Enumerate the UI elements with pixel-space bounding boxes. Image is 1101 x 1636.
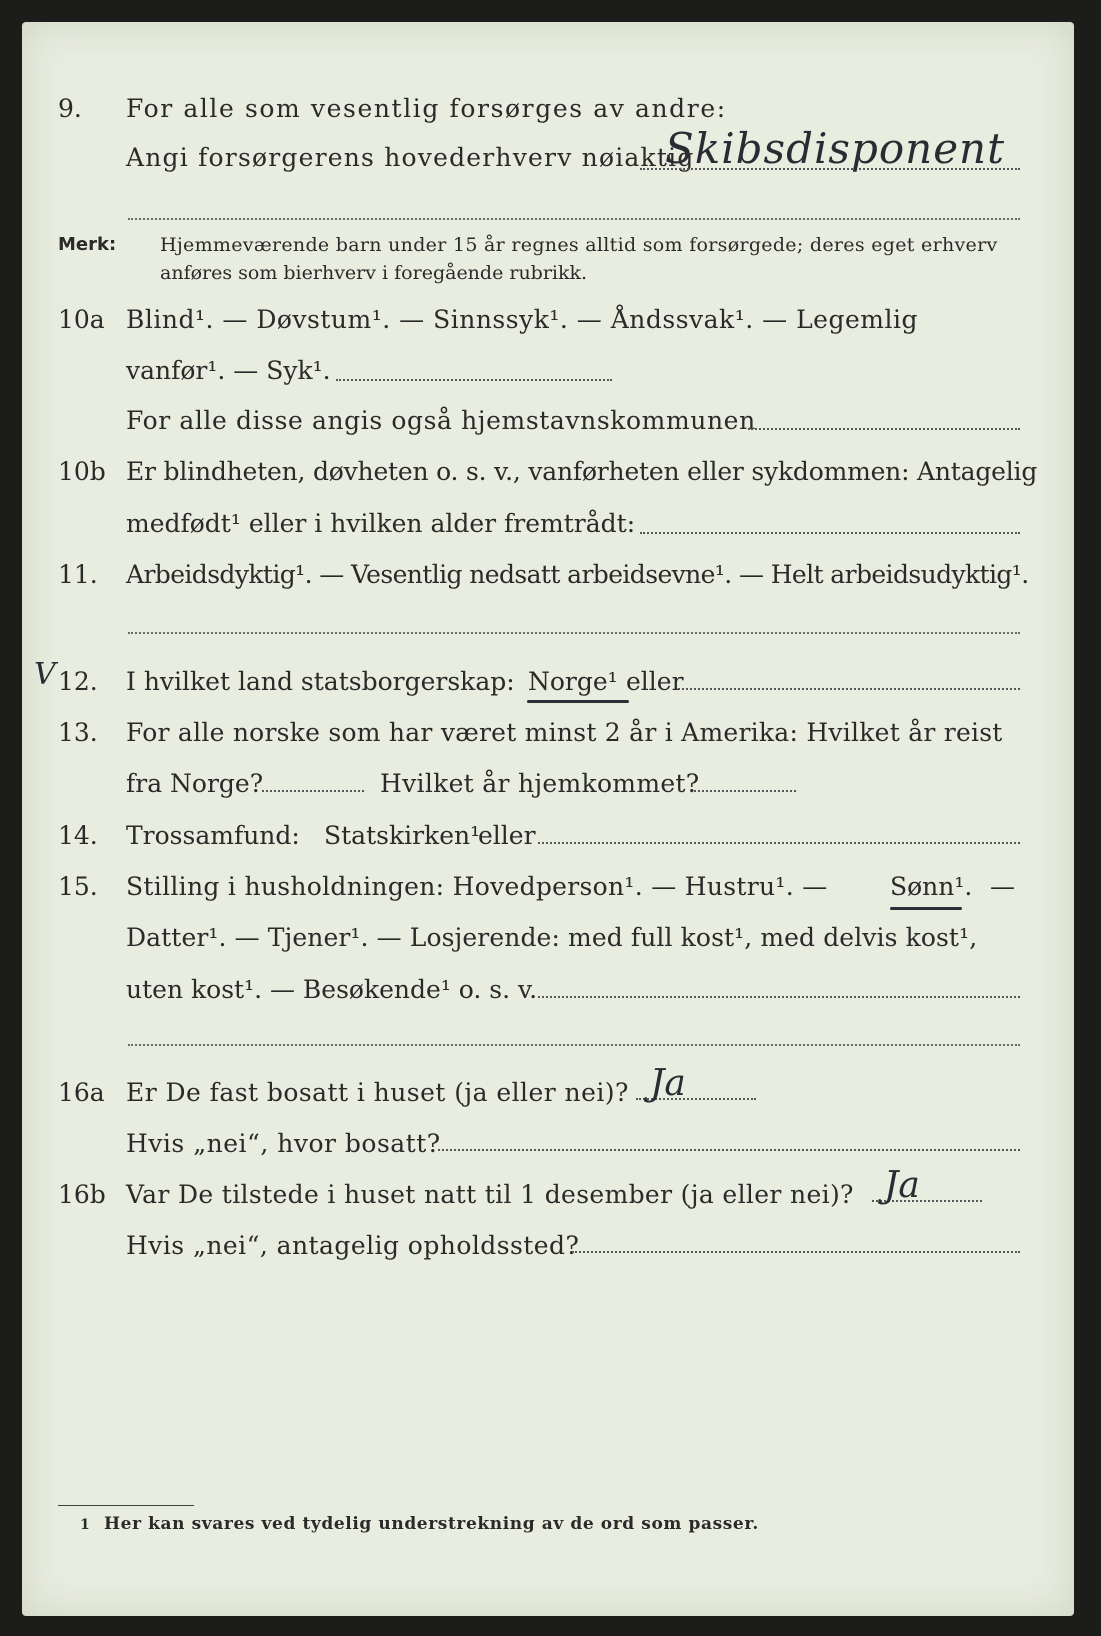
q14-other-line[interactable] <box>538 842 1020 844</box>
q16a-bosatt-line[interactable] <box>438 1149 1020 1151</box>
q10a-number: 10a <box>58 305 105 334</box>
q13-reist-line[interactable] <box>262 790 364 792</box>
q10b-number: 10b <box>58 457 106 486</box>
q13-hjemkommet-line[interactable] <box>694 790 796 792</box>
q10b-line1: Er blindheten, døvheten o. s. v., vanførheten eller sykdommen: Antagelig <box>126 457 1038 486</box>
q9-line2: Angi forsørgerens hovederhverv nøiaktig <box>126 143 695 172</box>
q12-check-mark: V <box>34 657 56 692</box>
q16a-handwritten-answer[interactable]: Ja <box>650 1063 686 1104</box>
footnote-rule <box>58 1505 194 1506</box>
q16b-handwritten-answer[interactable]: Ja <box>884 1165 920 1206</box>
q16b-line2: Hvis „nei“, antagelig opholdssted? <box>126 1231 580 1260</box>
merk-line1: Hjemmeværende barn under 15 år regnes alltid som forsørgede; deres eget erhverv <box>160 234 998 256</box>
q14-number: 14. <box>58 821 98 850</box>
q15-sonn-underline <box>890 907 962 910</box>
q11-line1: Arbeidsdyktig¹. — Vesentlig nedsatt arbeidsevne¹. — Helt arbeidsudyktig¹. <box>126 560 1029 589</box>
q16a-line1: Er De fast bosatt i huset (ja eller nei)? <box>126 1078 629 1107</box>
q9-handwritten-answer[interactable]: Skibsdisponent <box>665 124 1005 173</box>
q12-number: 12. <box>58 667 98 696</box>
q12-norge-underline <box>527 700 629 703</box>
q16b-number: 16b <box>58 1180 106 1209</box>
q13-line2a: fra Norge? <box>126 769 264 798</box>
q10b-answer-line[interactable] <box>640 532 1020 534</box>
merk-line2: anføres som bierhverv i foregående rubrikk. <box>160 262 588 284</box>
q13-line1: For alle norske som har været minst 2 år i Amerika: Hvilket år reist <box>126 718 1003 747</box>
q9-number: 9. <box>58 94 82 123</box>
q12-option-norge[interactable]: Norge¹ <box>528 667 618 696</box>
q15-other-line[interactable] <box>538 996 1020 998</box>
merk-label: Merk: <box>58 234 117 255</box>
q9-line1: For alle som vesentlig forsørges av andre: <box>126 94 727 123</box>
q15-option-sonn[interactable]: Sønn¹. <box>890 872 973 901</box>
q16b-line1: Var De tilstede i huset natt til 1 desember (ja eller nei)? <box>126 1180 854 1209</box>
q15-number: 15. <box>58 872 98 901</box>
q9-separator <box>128 218 1020 220</box>
q16b-opholdssted-line[interactable] <box>572 1251 1020 1253</box>
q12-label: I hvilket land statsborgerskap: <box>126 667 515 696</box>
q10a-line3: For alle disse angis også hjemstavnskommunen <box>126 406 756 435</box>
q16a-line2: Hvis „nei“, hvor bosatt? <box>126 1129 441 1158</box>
q14-option-statskirken[interactable]: Statskirken¹ <box>324 821 481 850</box>
q13-line2b: Hvilket år hjemkommet? <box>380 769 700 798</box>
q10a-syk-line[interactable] <box>336 379 612 381</box>
q13-number: 13. <box>58 718 98 747</box>
q15-line1a: Stilling i husholdningen: Hovedperson¹. — Hustru¹. — <box>126 872 828 901</box>
q11-number: 11. <box>58 560 98 589</box>
footnote-text: Her kan svares ved tydelig understrekning av de ord som passer. <box>104 1514 759 1534</box>
q15-line1b: — <box>990 872 1015 901</box>
q14-label: Trossamfund: <box>126 821 300 850</box>
q11-separator <box>128 632 1020 634</box>
q10a-hjemstavn-line[interactable] <box>748 428 1020 430</box>
q15-line2: Datter¹. — Tjener¹. — Losjerende: med full kost¹, med delvis kost¹, <box>126 923 978 952</box>
q10a-line1: Blind¹. — Døvstum¹. — Sinnssyk¹. — Åndssvak¹. — Legemlig <box>126 305 918 334</box>
q10b-line2: medfødt¹ eller i hvilken alder fremtrådt: <box>126 509 636 538</box>
q15-line3: uten kost¹. — Besøkende¹ o. s. v. <box>126 975 538 1004</box>
q12-tail: eller <box>626 667 684 696</box>
q15-separator <box>128 1044 1020 1046</box>
q10a-line2: vanfør¹. — Syk¹. <box>126 356 331 385</box>
q12-other-line[interactable] <box>678 688 1020 690</box>
q16a-number: 16a <box>58 1078 105 1107</box>
footnote-mark: 1 <box>80 1517 90 1533</box>
q14-tail: eller <box>478 821 536 850</box>
